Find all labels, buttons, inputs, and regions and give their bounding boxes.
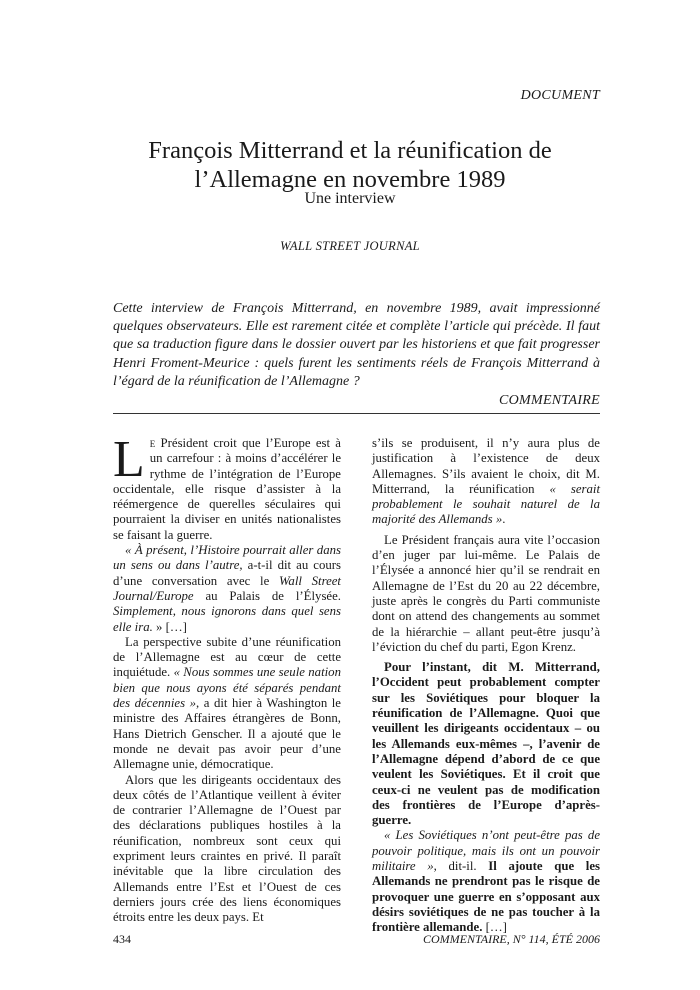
title-line-2: l’Allemagne en novembre 1989 — [194, 166, 506, 193]
paragraph-text: a-t-il dit au cours d’une conversation avec le — [113, 558, 341, 588]
body-column-left — [113, 431, 341, 926]
paragraph-text: » […] — [152, 619, 187, 634]
body-paragraph — [372, 533, 600, 655]
section-kicker: DOCUMENT — [520, 88, 600, 103]
quote-text: « À présent, l’Histoire pourrait aller dans un sens ou dans l’autre, — [113, 543, 341, 573]
quote-text: « Les Soviétiques n’ont peut-être pas de pouvoir politique, mais ils ont un pouvoir militaire » — [372, 828, 600, 874]
paragraph-text: . — [502, 512, 506, 527]
paragraph-text: Alors que les dirigeants occidentaux des deux côtés de l’Atlantique veillent à éviter de contrarier l’Allemagne de l’Ouest par des déclarations publiques hostiles à la réunification, nombreux sont ceux qui expriment leurs craintes en privé. Il paraît inévitable que la libre circulation des Allemands entre l’Est et l’Ouest de ces derniers jours crée des liens économiques étroits entre les deux pays. Et — [113, 772, 341, 925]
intro-signature: COMMENTAIRE — [498, 393, 600, 408]
body-paragraph — [113, 543, 341, 635]
paragraph-text: […] — [482, 920, 507, 935]
body-paragraph-bold — [372, 660, 600, 828]
quote-text: Simplement, nous ignorons dans quel sens elle ira. — [113, 604, 341, 634]
paragraph-text: La perspective subite d’une réunification de l’Allemagne est au cœur de cette inquiétude. — [113, 634, 341, 680]
paragraph-text: au Palais de l’Élysée. — [193, 588, 341, 603]
paragraph-text: s’ils se produisent, il n’y aura plus de justification à l’existence de deux Allemagnes. S’ils avaient le choix, dit M. Mitterrand, la réunification — [372, 436, 600, 496]
body-paragraph — [372, 828, 600, 935]
article-subtitle: Une interview — [304, 190, 396, 207]
article-title — [0, 136, 700, 194]
small-cap-text: e — [149, 436, 156, 450]
drop-cap: L — [113, 431, 145, 488]
journal-reference: COMMENTAIRE, N° 114, ÉTÉ 2006 — [422, 932, 600, 946]
paragraph-text: Pour l’instant, dit M. Mitterrand, l’Occident peut probablement compter sur les Soviétiques pour bloquer la réunification de l’Allemagne. Quoi que veuillent les dirigeants occidentaux – ou les Allemands eux-mêmes –, l’avenir de l’Allemagne dépend d’abord de ce que veulent les Soviétiques. Et il croit que ceux-ci ne veulent pas de modification des frontières de l’Europe d’après-guerre. — [372, 660, 600, 828]
paragraph-text: , dit-il. — [433, 859, 489, 874]
body-paragraph — [372, 436, 600, 528]
body-paragraph — [113, 773, 341, 926]
body-paragraph — [113, 431, 341, 543]
paragraph-text: , a dit hier à Washington le ministre des Affaires étrangères de Bonn, Hans Dietrich Genscher. Il a ajouté que le monde ne devait pas avoir peur d’une Allemagne unie, démocratique. — [113, 696, 341, 772]
body-paragraph — [113, 635, 341, 773]
quote-text: « Nous sommes une seule nation bien que nous ayons été séparés pendant des décennies » — [113, 665, 341, 711]
bold-text: Il ajoute que les Allemands ne prendront pas le risque de provoquer une guerre en s’opposant aux désirs soviétiques de ne pas toucher à la frontière allemande. — [372, 859, 600, 935]
page-number: 434 — [113, 932, 131, 946]
body-column-right — [372, 436, 600, 936]
divider-rule — [113, 413, 600, 414]
intro-paragraph: Cette interview de François Mitterrand, en novembre 1989, avait impressionné quelques observateurs. Elle est rarement citée et complète l’article qui précède. Il faut que sa traduction figure dans le dossier ouvert par les historiens et que fait progresser Henri Froment-Meurice : quels furent les sentiments réels de François Mitterrand à l’égard de la réunification de l’Allemagne ? — [113, 301, 600, 389]
title-line-1: François Mitterrand et la réunification de — [148, 137, 552, 164]
paragraph-text: Président croit que l’Europe est à un carrefour : à moins d’accélérer le rythme de l’intégration de l’Europe occidentale, elle risque d’assister à la réémergence de querelles séculaires qui pourraient la diviser en unités nationalistes se faisant la guerre. — [113, 436, 341, 542]
quote-text: « serait probablement le souhait naturel de la majorité des Allemands » — [372, 481, 600, 527]
publication-name: Wall Street Journal/Europe — [113, 573, 341, 603]
source-credit: WALL STREET JOURNAL — [280, 239, 420, 253]
paragraph-text: Le Président français aura vite l’occasion d’en juger par lui-même. Le Palais de l’Élysée a annoncé hier qu’il se rendrait en Allemagne de l’Est du 20 au 22 décembre, juste après le congrès du Parti communiste dont on attend des changements au sommet de la hiérarchie – allant peut-être jusqu’à l’éviction du chef du parti, Egon Krenz. — [372, 532, 600, 654]
